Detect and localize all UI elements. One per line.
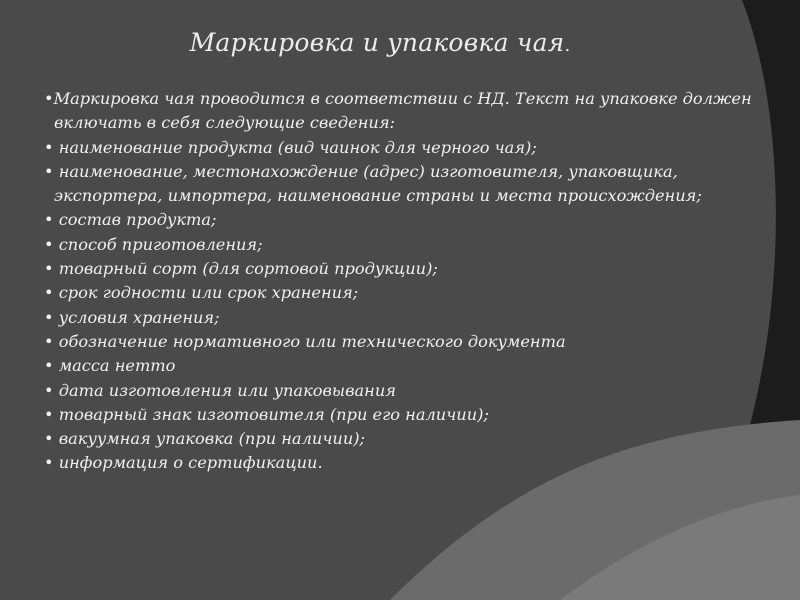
- bullet-glyph: •: [44, 283, 54, 303]
- bullet-glyph: •: [44, 404, 54, 424]
- list-item: [44, 354, 744, 378]
- list-item-text: состав продукта;: [58, 210, 217, 230]
- list-item-continuation: экспортера, импортера, наименование страны и места происхождения;: [54, 186, 702, 206]
- list-item: [44, 160, 744, 184]
- list-item-text: информация о сертификации.: [58, 453, 323, 473]
- list-item-text: вакуумная упаковка (при наличии);: [58, 429, 366, 449]
- list-item: [44, 379, 744, 403]
- list-item-text: наименование, местонахождение (адрес) изготовителя, упаковщика,: [58, 161, 678, 181]
- bullet-glyph: •: [44, 307, 54, 327]
- bullet-glyph: •: [44, 453, 54, 473]
- intro-line: [44, 87, 752, 111]
- slide-body: [44, 87, 752, 476]
- list-item: [44, 257, 744, 281]
- list-item: [44, 427, 744, 451]
- intro-line-continuation: включать в себя следующие сведения:: [54, 113, 396, 133]
- list-item-text: масса нетто: [58, 356, 176, 376]
- bullet-glyph: •: [44, 161, 54, 181]
- list-item: [44, 136, 744, 160]
- list-item: [44, 330, 744, 354]
- list-item-text: товарный сорт (для сортовой продукции);: [58, 259, 438, 279]
- slide-title-text: Маркировка и упаковка чая: [189, 28, 565, 57]
- slide-title: [0, 28, 760, 57]
- list-item: [44, 403, 744, 427]
- bullet-glyph: •: [44, 429, 54, 449]
- intro-text: Маркировка чая проводится в соответствии с НД. Текст на упаковке должен: [53, 89, 752, 108]
- bullet-glyph: •: [44, 356, 54, 376]
- bullet-glyph: •: [44, 89, 54, 108]
- bullet-glyph: •: [44, 259, 54, 279]
- slide-title-dot: .: [564, 35, 571, 56]
- list-item-text: способ приготовления;: [58, 234, 263, 254]
- bullet-glyph: •: [44, 234, 54, 254]
- bullet-glyph: •: [44, 210, 54, 230]
- list-item: [44, 208, 744, 232]
- list-item: [44, 451, 744, 475]
- list-item: [44, 306, 744, 330]
- list-item-text: товарный знак изготовителя (при его наличии);: [58, 404, 489, 424]
- list-item-text: условия хранения;: [58, 307, 220, 327]
- list-item-text: обозначение нормативного или технического документа: [58, 331, 566, 351]
- list-item: [44, 233, 744, 257]
- list-item-text: срок годности или срок хранения;: [58, 283, 359, 303]
- bullet-glyph: •: [44, 137, 54, 157]
- bullet-glyph: •: [44, 380, 54, 400]
- list-item-text: наименование продукта (вид чаинок для черного чая);: [58, 137, 537, 157]
- bullet-glyph: •: [44, 331, 54, 351]
- list-item-text: дата изготовления или упаковывания: [58, 380, 396, 400]
- list-item: [44, 281, 744, 305]
